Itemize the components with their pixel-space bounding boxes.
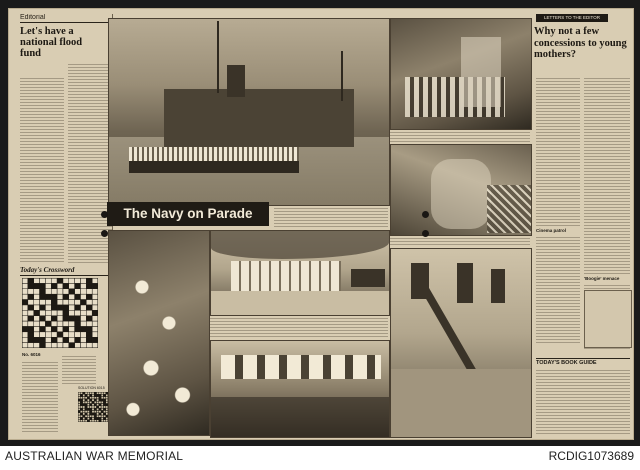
crossword-cell <box>92 337 98 342</box>
letters-label: LETTERS TO THE EDITOR <box>536 14 608 22</box>
crossword-cell <box>85 413 87 415</box>
letters-subhead-1: Cinema patrol <box>536 228 567 233</box>
crossword-cell <box>45 321 51 326</box>
crossword-cell <box>94 399 96 401</box>
crossword-cell <box>94 415 96 417</box>
feature-intro-text <box>274 206 388 228</box>
crossword-cell <box>86 326 92 331</box>
crossword-cell <box>75 337 81 342</box>
book-guide-title: TODAY'S BOOK GUIDE <box>536 358 630 366</box>
crossword-cell <box>90 408 92 410</box>
crossword-cell <box>75 294 81 299</box>
crossword-cell <box>80 300 86 305</box>
crossword-cell <box>103 394 105 396</box>
letters-subhead-2: 'Boogie' menace <box>584 276 620 281</box>
crossword-cell <box>92 401 94 403</box>
crossword-cell <box>86 305 92 310</box>
crossword-cell <box>28 326 34 331</box>
crossword-cell <box>103 404 105 406</box>
crossword-cell <box>75 283 81 288</box>
sailors-rope-photo <box>210 340 390 438</box>
crossword-cell <box>34 283 40 288</box>
crossword-grid <box>22 278 98 348</box>
archive-id: RCDIG1073689 <box>548 449 634 463</box>
crossword-cell <box>86 337 92 342</box>
crossword-cell <box>34 310 40 315</box>
crossword-cell <box>28 316 34 321</box>
punch-hole <box>422 211 429 218</box>
crossword-cell <box>90 404 92 406</box>
crossword-cell <box>40 305 46 310</box>
crossword-cell <box>51 337 57 342</box>
crossword-cell <box>92 413 94 415</box>
crossword-cell <box>80 394 82 396</box>
crossword-cell <box>90 394 92 396</box>
crossword-cell <box>85 408 87 410</box>
crossword-cell <box>103 417 105 419</box>
crossword-cell <box>28 332 34 337</box>
crossword-cell <box>63 316 69 321</box>
editorial-text <box>20 76 64 264</box>
letters-signature-box <box>584 290 632 348</box>
crossword-cell <box>83 404 85 406</box>
crossword-cell <box>90 410 92 412</box>
crossword-cell <box>99 408 101 410</box>
crossword-cell <box>99 399 101 401</box>
crossword-cell <box>99 413 101 415</box>
rigging-photo <box>390 248 532 438</box>
crossword-cell <box>75 326 81 331</box>
crossword-cell <box>40 289 46 294</box>
crossword-cell <box>51 305 57 310</box>
crossword-cell <box>92 283 98 288</box>
crossword-clues <box>22 360 58 434</box>
engine-room-caption <box>390 236 530 246</box>
sailors-crowd-photo <box>108 230 210 436</box>
crossword-cell <box>22 300 28 305</box>
crossword-cell <box>69 343 75 348</box>
crossword-cell <box>90 399 92 401</box>
crossword-cell <box>99 404 101 406</box>
letters-text <box>536 76 580 226</box>
crossword-cell <box>96 406 98 408</box>
crossword-cell <box>85 404 87 406</box>
crossword-cell <box>86 294 92 299</box>
crossword-cell <box>75 305 81 310</box>
crossword-cell <box>85 399 87 401</box>
crossword-cell <box>80 413 82 415</box>
crossword-cell <box>57 332 63 337</box>
crossword-cell <box>87 408 89 410</box>
archive-credit: AUSTRALIAN WAR MEMORIAL <box>5 449 184 463</box>
letters-text-3 <box>536 235 580 345</box>
archive-footer <box>0 446 640 470</box>
punch-hole <box>101 230 108 237</box>
crossword-cell <box>94 394 96 396</box>
crossword-cell <box>90 417 92 419</box>
crossword-cell <box>90 413 92 415</box>
crossword-cell <box>94 417 96 419</box>
crossword-cell <box>28 278 34 283</box>
crossword-cell <box>40 283 46 288</box>
crossword-cell <box>80 401 82 403</box>
crossword-cell <box>80 408 82 410</box>
editorial-column <box>20 14 112 266</box>
crossword-cell <box>40 343 46 348</box>
crossword-cell <box>57 278 63 283</box>
crossword-cell <box>51 326 57 331</box>
crossword-cell <box>99 417 101 419</box>
crossword-cell <box>101 410 103 412</box>
letters-text-2 <box>584 76 630 274</box>
crossword-cell <box>51 283 57 288</box>
editorial-label: Editorial <box>20 14 112 23</box>
crossword-cell <box>80 417 82 419</box>
crossword-cell <box>28 305 34 310</box>
crossword-cell <box>80 399 82 401</box>
punch-hole <box>422 230 429 237</box>
crossword-cell <box>83 392 85 394</box>
crossword-cell <box>75 316 81 321</box>
crossword-cell <box>28 283 34 288</box>
crossword-cell <box>99 420 101 422</box>
crossword-cell <box>94 392 96 394</box>
crossword-cell <box>51 316 57 321</box>
crossword-cell <box>87 397 89 399</box>
editorial-headline: Let's have a national flood fund <box>20 26 83 59</box>
crossword-cell <box>78 399 80 401</box>
crossword-cell <box>86 278 92 283</box>
crossword-cell <box>28 337 34 342</box>
crossword-cell <box>75 321 81 326</box>
crossword-cell <box>99 394 101 396</box>
crossword-cell <box>78 410 80 412</box>
crossword-cell <box>99 397 101 399</box>
crossword-cell <box>22 326 28 331</box>
crossword-clues-2 <box>62 354 96 384</box>
crossword-cell <box>40 316 46 321</box>
crossword-cell <box>103 401 105 403</box>
sailors-deck-caption <box>390 130 530 142</box>
crossword-cell <box>85 406 87 408</box>
crossword-cell <box>45 294 51 299</box>
crossword-cell <box>51 300 57 305</box>
crossword-cell <box>63 310 69 315</box>
crossword-cell <box>40 326 46 331</box>
crossword-solution-grid <box>78 392 108 422</box>
crossword-cell <box>28 294 34 299</box>
punch-hole <box>101 211 108 218</box>
crossword-cell <box>87 420 89 422</box>
crossword-cell <box>86 283 92 288</box>
crossword-cell <box>40 337 46 342</box>
crossword-title: Today's Crossword <box>20 266 112 276</box>
book-guide-text <box>536 368 630 434</box>
engine-room-photo <box>390 144 532 236</box>
crossword-cell <box>86 332 92 337</box>
warship-photo <box>108 18 390 206</box>
crossword-cell <box>92 310 98 315</box>
crossword-cell <box>34 337 40 342</box>
sailors-deck-photo <box>390 18 532 130</box>
crossword-cell <box>69 289 75 294</box>
crossword-solution-label: SOLUTION 6015 <box>78 386 105 390</box>
crossword-cell <box>85 417 87 419</box>
crossword-cell <box>94 404 96 406</box>
harbour-photo <box>210 230 390 316</box>
harbour-caption <box>210 316 388 338</box>
crossword-cell <box>96 417 98 419</box>
crossword-panel <box>20 266 112 436</box>
letters-column <box>534 14 634 436</box>
crossword-cell <box>40 294 46 299</box>
crossword-cell <box>63 283 69 288</box>
crossword-cell <box>63 337 69 342</box>
crossword-cell <box>85 394 87 396</box>
crossword-cell <box>69 316 75 321</box>
crossword-cell <box>103 408 105 410</box>
crossword-cell <box>103 413 105 415</box>
crossword-cell <box>94 408 96 410</box>
crossword-cell <box>80 326 86 331</box>
crossword-cell <box>94 413 96 415</box>
feature-title: The Navy on Parade <box>107 202 269 226</box>
crossword-cell <box>63 326 69 331</box>
crossword-number: No. 6016 <box>22 352 41 357</box>
crossword-cell <box>86 316 92 321</box>
crossword-cell <box>51 294 57 299</box>
crossword-cell <box>103 399 105 401</box>
letters-headline: Why not a few concessions to young mothers? <box>534 26 627 60</box>
crossword-cell <box>101 399 103 401</box>
crossword-cell <box>83 415 85 417</box>
crossword-cell <box>80 404 82 406</box>
crossword-cell <box>57 305 63 310</box>
crossword-cell <box>63 294 69 299</box>
newspaper-page <box>8 8 634 440</box>
crossword-cell <box>63 305 69 310</box>
crossword-cell <box>96 394 98 396</box>
